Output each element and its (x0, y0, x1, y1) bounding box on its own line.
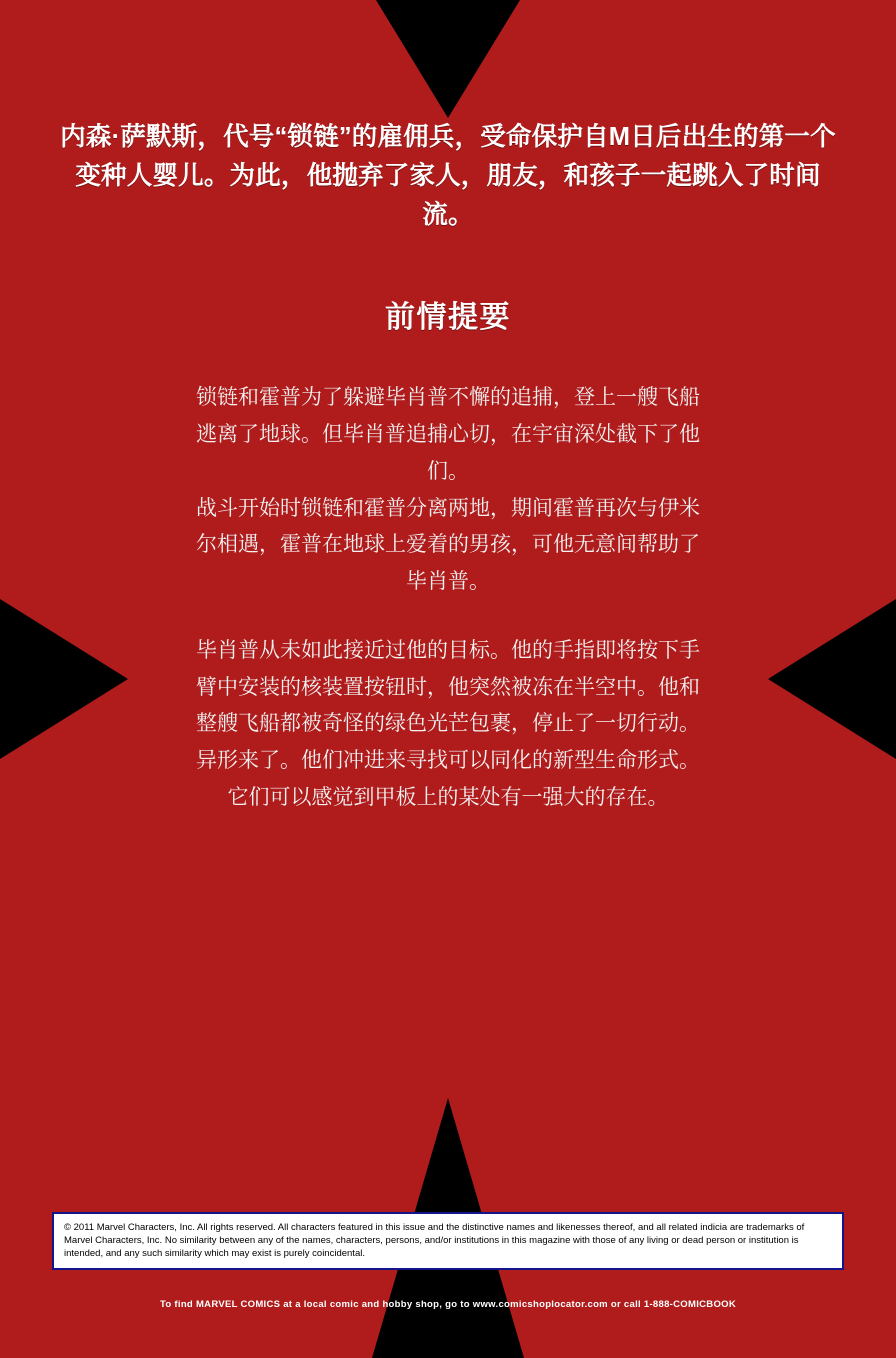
copyright-text: © 2011 Marvel Characters, Inc. All rights reserved. All characters featured in this issue and the distinctive names and likenesses thereof, and all related indicia are trademarks of Marvel Characters, Inc. No similarity between any of the names, characters, persons, and/or institutions in this magazine with those of any living or dead person or institution is intended, and any such similarity which may exist is purely coincidental. (64, 1221, 805, 1259)
top-wedge-decoration (376, 0, 520, 118)
recap-paragraph: 毕肖普从未如此接近过他的目标。他的手指即将按下手臂中安装的核装置按钮时，他突然被冻在半空中。他和整艘飞船都被奇怪的绿色光芒包裹，停止了一切行动。 (196, 638, 700, 736)
recap-paragraph: 锁链和霍普为了躲避毕肖普不懈的追捕，登上一艘飞船逃离了地球。但毕肖普追捕心切，在宇宙深处截下了他们。 (196, 386, 700, 483)
recap-paragraph: 战斗开始时锁链和霍普分离两地，期间霍普再次与伊米尔相遇，霍普在地球上爱着的男孩，可他无意间帮助了毕肖普。 (196, 496, 700, 593)
recap-body (60, 380, 836, 816)
page-title: 前情提要 (385, 301, 511, 335)
recap-paragraph: 它们可以感觉到甲板上的某处有一强大的存在。 (227, 785, 669, 809)
intro-paragraph: 内森·萨默斯，代号“锁链”的雇佣兵，受命保护自M日后出生的第一个变种人婴儿。为此，他抛弃了家人，朋友，和孩子一起跳入了时间流。 (60, 123, 836, 229)
shop-locator-text: To find MARVEL COMICS at a local comic and hobby shop, go to www.comicshoplocator.com or call 1-888-COMICBOOK (159, 1299, 737, 1310)
copyright-box (52, 1212, 844, 1270)
recap-paragraph: 异形来了。他们冲进来寻找可以同化的新型生命形式。 (196, 749, 700, 772)
page-content (0, 118, 896, 817)
